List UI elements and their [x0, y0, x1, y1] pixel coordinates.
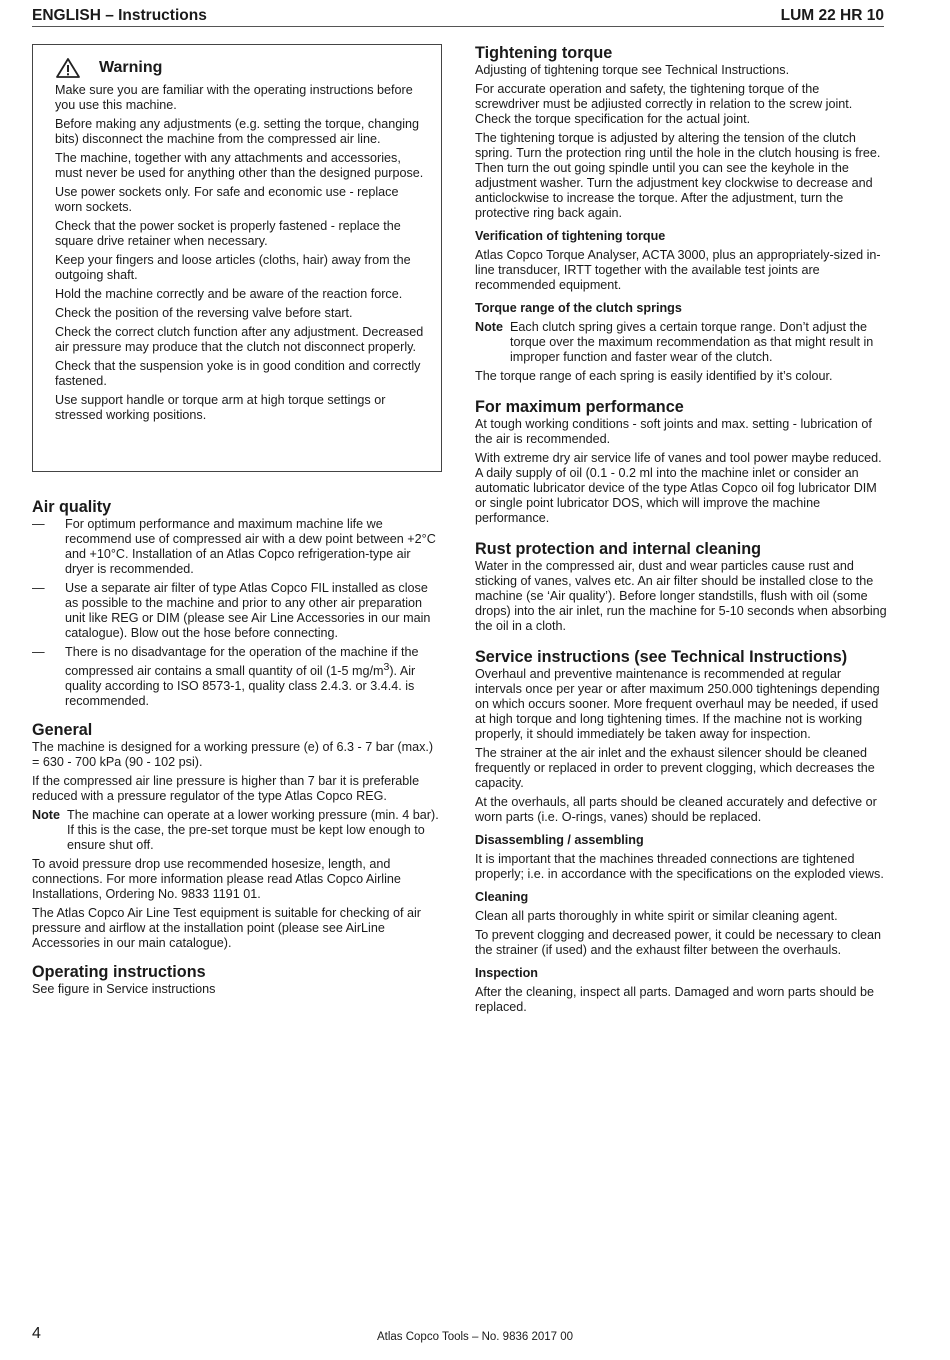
cleaning-heading: Cleaning: [475, 890, 529, 904]
note-text: Each clutch spring gives a certain torque range. Don’t adjust the torque over the maximum recommendation as that might result in improper function and faster wear of the clutch.: [510, 320, 874, 364]
note-label: Note: [32, 808, 60, 823]
text-part: ). Air quality according to ISO 8573-1, quality class 2.4.3. or 3.4.4. is recommended.: [65, 664, 416, 709]
text-part: There is no disadvantage for the operation of the machine if the compressed air contains a small quantity of oil (1-5 mg/m: [65, 645, 419, 679]
rust-paragraph: Water in the compressed air, dust and wear particles cause rust and sticking of vanes, valves etc. An air filter should be installed close to the machine (se ‘Air quality’). Before longer standstills, flush with oil (some drops) into the air inlet, run the machine for 5-10 seconds when absorbing the oil in a cloth.: [475, 559, 887, 633]
performance-paragraph: With extreme dry air service life of vanes and tool power maybe reduced. A daily supply of oil (0.1 - 0.2 ml into the machine inlet or consider an automatic lubricator device of the type Atlas Copco oil fog lubricator DIM or single point lubricator DOS, which will improve the machine performance.: [475, 451, 882, 525]
performance-paragraph: At tough working conditions - soft joints and max. setting - lubrication of the air is recommended.: [475, 417, 872, 446]
general-section: [32, 721, 442, 951]
torque-range-heading: Torque range of the clutch springs: [475, 301, 682, 315]
tightening-heading: Tightening torque: [475, 44, 613, 62]
list-item: [32, 517, 442, 577]
warning-paragraph: Use power sockets only. For safe and economic use - replace worn sockets.: [55, 185, 399, 214]
performance-heading: For maximum performance: [475, 398, 684, 416]
verification-paragraph: Atlas Copco Torque Analyser, ACTA 3000, plus an appropriately-sized in-line transducer, IRTT together with the available test joints are recommended equipment.: [475, 248, 881, 292]
warning-paragraph: Check the position of the reversing valve before start.: [55, 306, 353, 320]
note-label: Note: [475, 320, 503, 334]
rust-heading: Rust protection and internal cleaning: [475, 540, 762, 558]
warning-paragraph: Check that the suspension yoke is in good condition and correctly fastened.: [55, 359, 421, 388]
air-quality-heading: Air quality: [32, 498, 112, 516]
disassembling-heading: Disassembling / assembling: [475, 833, 644, 847]
list-item-text: For optimum performance and maximum machine life we recommend use of compressed air with a dew point between +2°C and +10°C. Installation of an Atlas Copco refrigeration-type air dryer is recommended.: [65, 517, 436, 576]
list-item: [32, 645, 442, 709]
verification-heading: Verification of tightening torque: [475, 229, 666, 243]
warning-paragraph: Hold the machine correctly and be aware of the reaction force.: [55, 287, 403, 301]
general-paragraph: To avoid pressure drop use recommended hosesize, length, and connections. For more information please read Atlas Copco Airline Installations, Ordering No. 9833 1191 01.: [32, 857, 401, 902]
left-column: [32, 44, 442, 1007]
rust-section: [475, 540, 887, 634]
dash-marker: —: [32, 581, 45, 595]
service-paragraph: Overhaul and preventive maintenance is recommended at regular intervals once per year or after maximum 250.000 tightenings depending on which occurs sooner. More frequent overhaul may be needed, if used at high torque and long tightening times. If the machine not is working properly, it should immediately be taken away for inspection.: [475, 667, 880, 741]
warning-paragraph: Use support handle or torque arm at high torque settings or stressed working positions.: [55, 393, 386, 422]
warning-box: [32, 44, 442, 472]
page-number: 4: [32, 1325, 41, 1342]
warning-paragraph: The machine, together with any attachments and accessories, must never be used for anything other than the designed purpose.: [55, 151, 424, 180]
warning-title: Warning: [99, 59, 163, 76]
warning-paragraph: Before making any adjustments (e.g. setting the torque, changing bits) disconnect the machine from the compressed air line.: [55, 117, 420, 146]
torque-range-paragraph: The torque range of each spring is easily identified by it’s colour.: [475, 369, 833, 383]
air-quality-section: [32, 498, 442, 709]
list-item-text: [65, 645, 442, 709]
general-paragraph: If the compressed air line pressure is higher than 7 bar it is preferable reduced with a pressure regulator of the type Atlas Copco REG.: [32, 774, 420, 804]
warning-paragraph: Check that the power socket is properly fastened - replace the square drive retainer when necessary.: [55, 219, 401, 248]
performance-section: [475, 398, 887, 526]
right-column: [475, 44, 887, 1025]
dash-marker: —: [32, 645, 45, 659]
cleaning-paragraph: To prevent clogging and decreased power, it could be necessary to clean the strainer (if used) and the exhaust filter between the overhauls.: [475, 928, 882, 957]
service-section: [475, 648, 887, 1015]
page-header: [32, 6, 884, 27]
tightening-paragraph: Adjusting of tightening torque see Technical Instructions.: [475, 63, 790, 77]
warning-paragraph: Make sure you are familiar with the operating instructions before you use this machine.: [55, 83, 413, 112]
operating-paragraph: See figure in Service instructions: [32, 982, 216, 997]
warning-triangle-icon: [55, 57, 81, 79]
header-model: LUM 22 HR 10: [780, 7, 884, 24]
air-quality-list: [32, 517, 442, 709]
header-language-title: ENGLISH – Instructions: [32, 7, 207, 24]
service-heading: Service instructions (see Technical Instructions): [475, 648, 848, 666]
cleaning-paragraph: Clean all parts thoroughly in white spirit or similar cleaning agent.: [475, 909, 838, 923]
tightening-paragraph: The tightening torque is adjusted by altering the tension of the clutch spring. Turn the protection ring until the hole in the clutch housing is free. Then turn the out going spindle until you can see the keyhole in the adjustment washer. Turn the adjustment key clockwise to decrease and anticlockwise to increase the torque. After the adjustment, turn the protective ring back again.: [475, 131, 881, 220]
superscript: 3: [383, 661, 390, 673]
general-paragraph: The Atlas Copco Air Line Test equipment is suitable for checking of air pressure and airflow at the installation point (please see AirLine Accessories in our main catalogue).: [32, 906, 421, 951]
inspection-paragraph: After the cleaning, inspect all parts. Damaged and worn parts should be replaced.: [475, 985, 875, 1014]
torque-note: [475, 320, 887, 365]
general-note: [32, 808, 442, 853]
note-text: The machine can operate at a lower working pressure (min. 4 bar). If this is the case, the pre-set torque must be kept low enough to ensure shut off.: [67, 808, 439, 853]
warning-heading: [55, 57, 427, 79]
footer-publication: Atlas Copco Tools – No. 9836 2017 00: [376, 1331, 574, 1343]
operating-section: [32, 963, 442, 997]
dash-marker: —: [32, 517, 45, 531]
general-heading: General: [32, 721, 93, 740]
service-paragraph: At the overhauls, all parts should be cleaned accurately and defective or worn parts (i.e. O-rings, vanes) should be replaced.: [475, 795, 877, 824]
warning-paragraph: Check the correct clutch function after any adjustment. Decreased air pressure may produce that the clutch not disconnect properly.: [55, 325, 424, 354]
service-paragraph: The strainer at the air inlet and the exhaust silencer should be cleaned frequently or replaced in order to prevent clogging, which decreases the capacity.: [475, 746, 875, 790]
tightening-paragraph: For accurate operation and safety, the tightening torque of the screwdriver must be adjiusted correctly in relation to the screw joint. Check the torque specification for the actual joint.: [475, 82, 853, 126]
general-paragraph: The machine is designed for a working pressure (e) of 6.3 - 7 bar (max.) = 630 - 700 kPa (90 - 102 psi).: [32, 740, 434, 770]
operating-heading: Operating instructions: [32, 963, 206, 982]
list-item-text: Use a separate air filter of type Atlas Copco FIL installed as close as possible to the machine and prior to any other air preparation unit like REG or DIM (please see Air Line Accessories in our main catalogue). Blow out the hose before connecting.: [65, 581, 431, 640]
warning-paragraph: Keep your fingers and loose articles (cloths, hair) away from the outgoing shaft.: [55, 253, 411, 282]
disassembling-paragraph: It is important that the machines threaded connections are tightened properly; i.e. in accordance with the specifications on the exploded views.: [475, 852, 884, 881]
inspection-heading: Inspection: [475, 966, 538, 980]
list-item: [32, 581, 442, 641]
tightening-section: [475, 44, 887, 384]
